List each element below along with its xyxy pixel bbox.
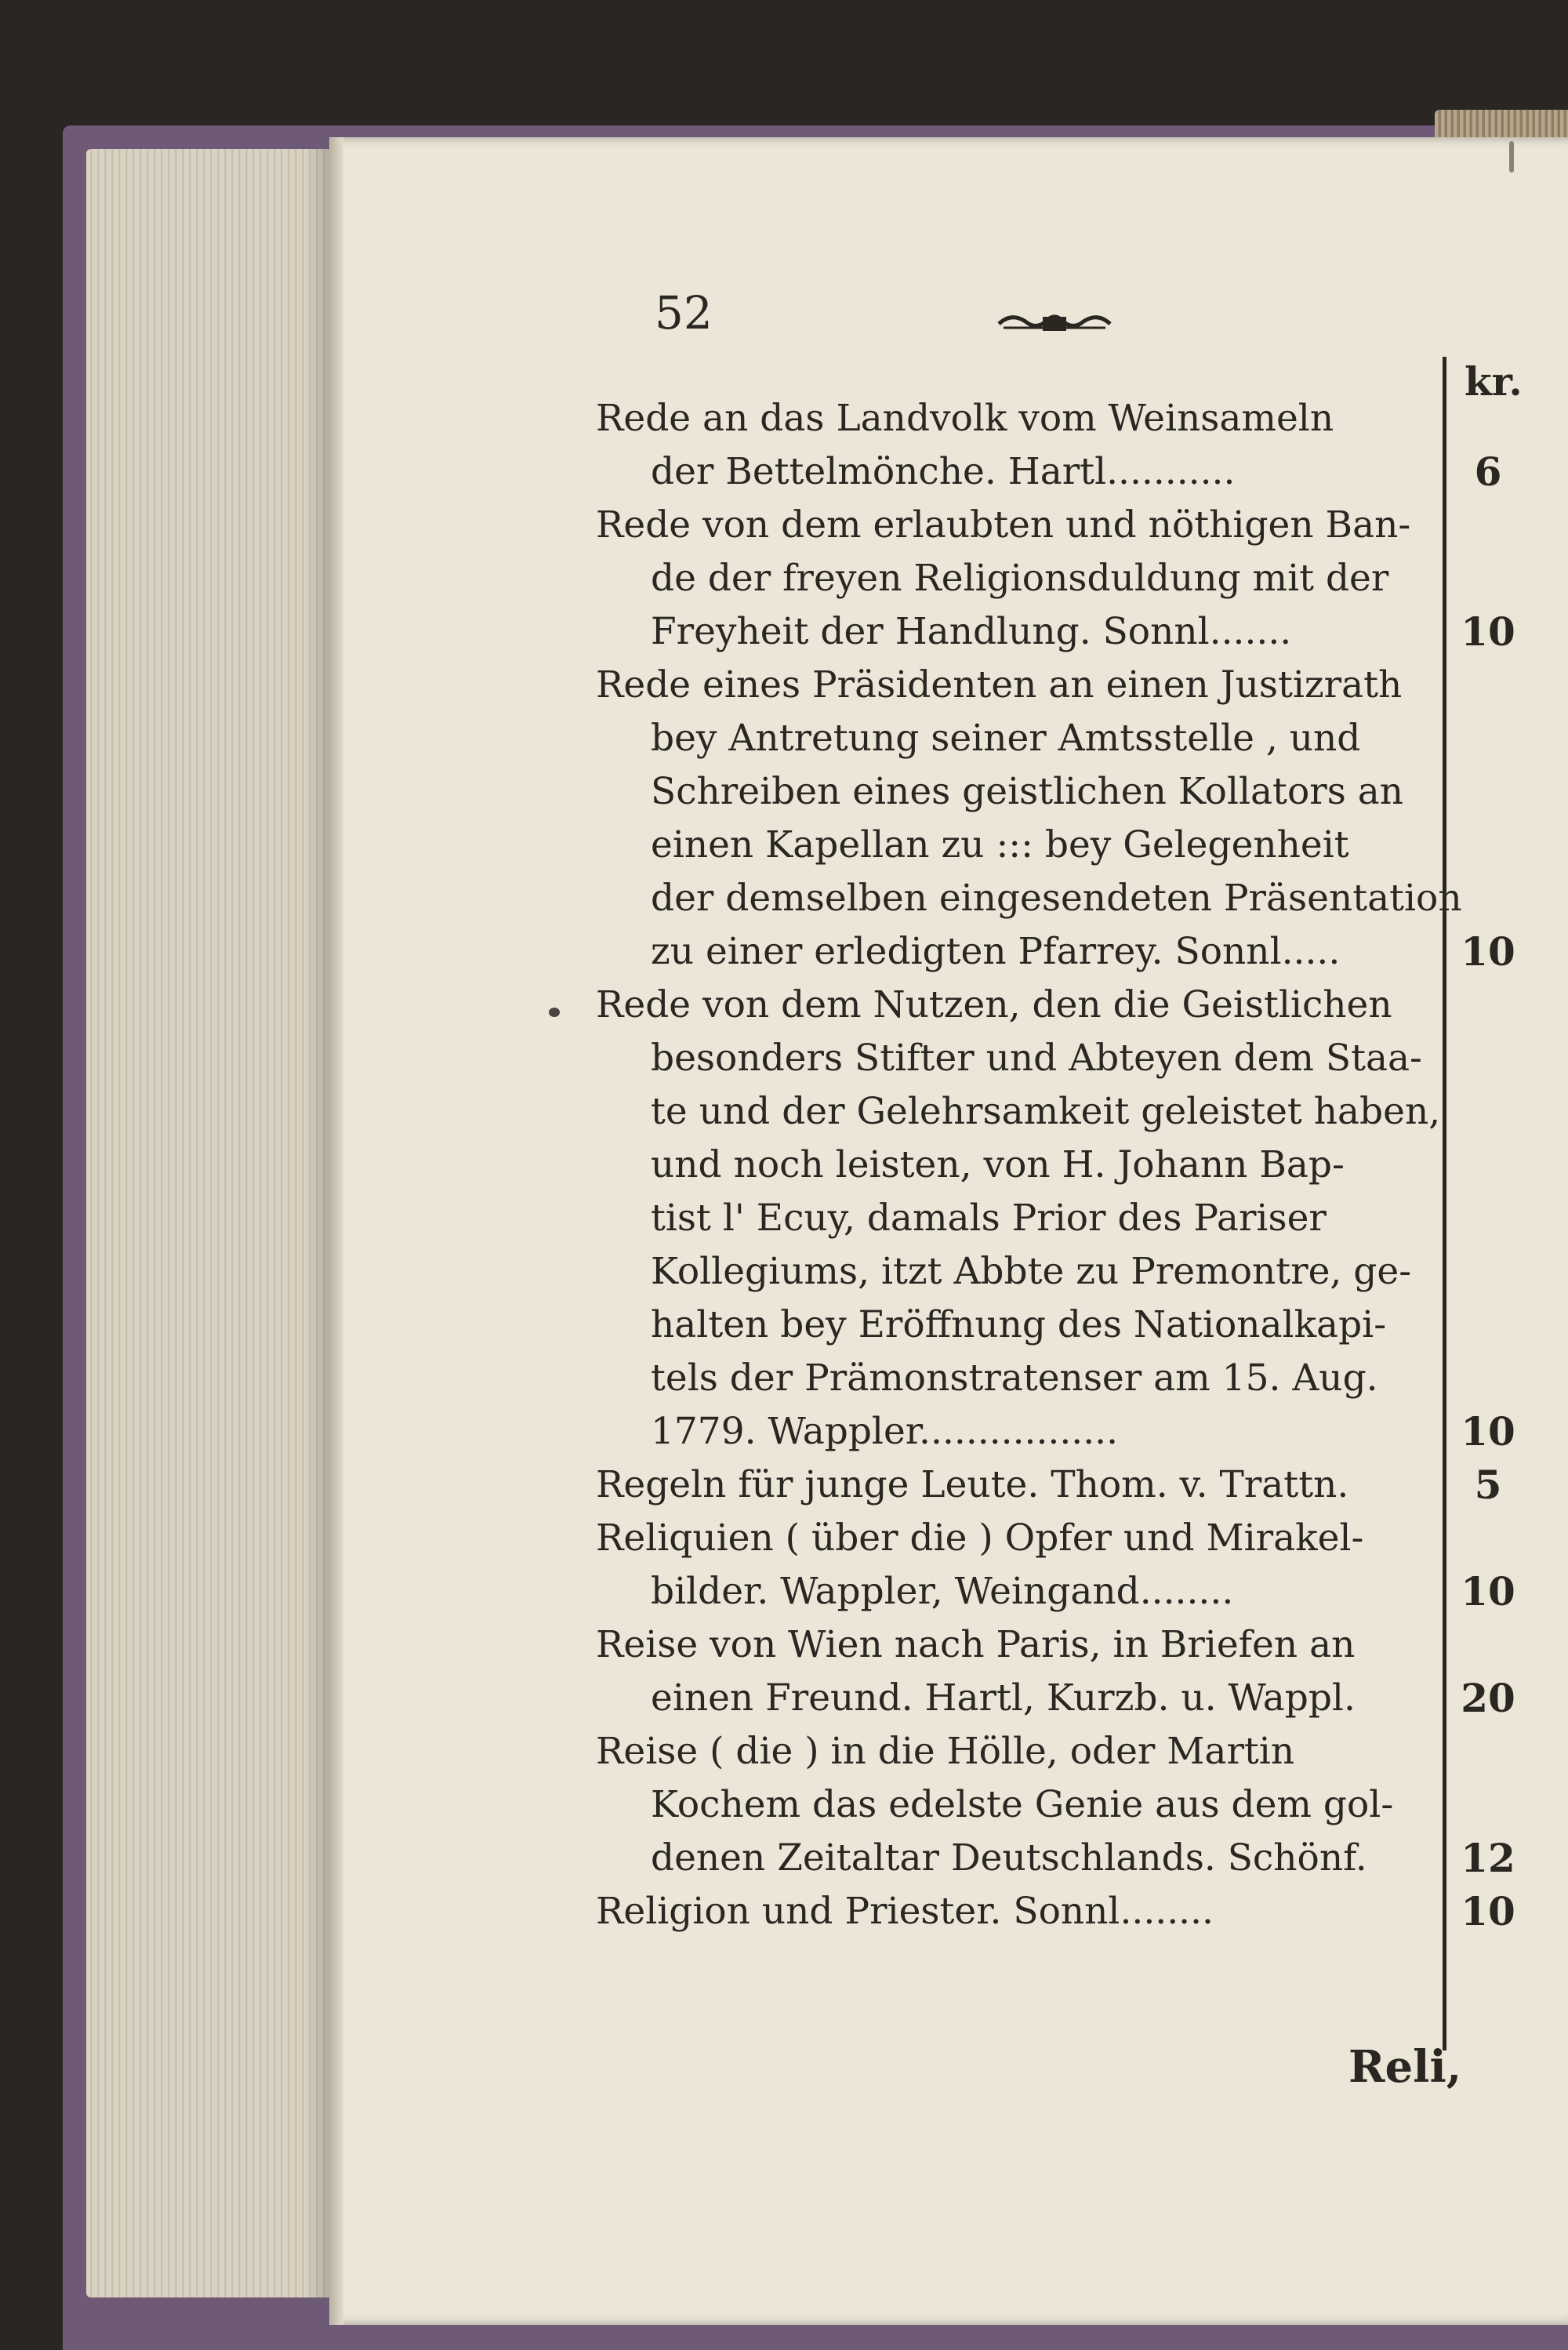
- entry-line: de der freyen Religionsduldung mit der: [651, 557, 1389, 600]
- catchword: Reli,: [1348, 2041, 1462, 2093]
- entry-line: zu einer erledigten Pfarrey. Sonnl..... 10: [596, 925, 1443, 979]
- entry-price: 10: [1461, 1888, 1515, 1934]
- catalog-entries: [596, 392, 1515, 1938]
- entry-line: Religion und Priester. Sonnl........ 10: [596, 1885, 1443, 1938]
- catalog-entry: [596, 1885, 1515, 1938]
- entry-line: halten bey Eröffnung des Nationalkapi-: [651, 1303, 1387, 1346]
- entry-line: und noch leisten, von H. Johann Bap-: [651, 1143, 1345, 1186]
- entry-price: 10: [1461, 608, 1515, 655]
- entry-line: Rede eines Präsidenten an einen Justizrath: [596, 663, 1403, 706]
- entry-line: Schreiben eines geistlichen Kollators an: [651, 770, 1404, 813]
- entry-line: denen Zeitaltar Deutschlands. Schönf. 12: [596, 1832, 1443, 1885]
- entry-line: Reliquien ( über die ) Opfer und Mirakel-: [596, 1516, 1364, 1560]
- catalog-entry: [596, 979, 1515, 1458]
- entry-line: Reise von Wien nach Paris, in Briefen an: [596, 1623, 1356, 1666]
- entry-line: 1779. Wappler................. 10: [596, 1405, 1443, 1458]
- column-header-kreuzer: kr.: [1465, 358, 1523, 405]
- entry-line: te und der Gelehrsamkeit geleistet haben,: [651, 1090, 1441, 1133]
- entry-price: 12: [1461, 1835, 1515, 1881]
- entry-line: besonders Stifter und Abteyen dem Staa-: [651, 1037, 1422, 1080]
- catalog-entry: [596, 1458, 1502, 1512]
- catalog-entry: [596, 392, 1502, 499]
- catalog-entry: [596, 1618, 1515, 1725]
- entry-line: Reise ( die ) in die Hölle, oder Martin: [596, 1730, 1295, 1773]
- entry-price: 10: [1461, 928, 1515, 975]
- entry-line: Regeln für junge Leute. Thom. v. Trattn. 5: [596, 1458, 1443, 1512]
- entry-price: 6: [1474, 449, 1502, 495]
- entry-price: 5: [1474, 1462, 1502, 1508]
- entry-line: Kochem das edelste Genie aus dem gol-: [651, 1783, 1394, 1826]
- entry-price: 10: [1461, 1408, 1515, 1455]
- ink-speck: [1509, 141, 1514, 173]
- entry-price: 10: [1461, 1568, 1515, 1614]
- entry-line: der Bettelmönche. Hartl........... 6: [596, 445, 1443, 499]
- entry-line: einen Freund. Hartl, Kurzb. u. Wappl. 20: [596, 1672, 1443, 1725]
- entry-line: einen Kapellan zu ::: bey Gelegenheit: [651, 823, 1349, 866]
- entry-line: Freyheit der Handlung. Sonnl....... 10: [596, 605, 1443, 659]
- entry-line: Rede von dem erlaubten und nöthigen Ban-: [596, 503, 1411, 547]
- catalog-entry: [596, 659, 1515, 979]
- catalog-entry: [596, 1512, 1515, 1618]
- entry-line: Rede an das Landvolk vom Weinsameln: [596, 397, 1334, 440]
- ink-speck: [549, 1008, 560, 1017]
- entry-line: bilder. Wappler, Weingand........ 10: [596, 1565, 1443, 1618]
- page-number: 52: [655, 286, 713, 340]
- catalog-entry: [596, 499, 1515, 659]
- entry-line: tist l' Ecuy, damals Prior des Pariser: [651, 1197, 1327, 1240]
- entry-line: der demselben eingesendeten Präsentation: [651, 877, 1462, 920]
- entry-line: Kollegiums, itzt Abbte zu Premontre, ge-: [651, 1250, 1412, 1293]
- price-column-rule: [1443, 357, 1446, 2050]
- page-edge: [329, 137, 343, 2325]
- catalog-entry: [596, 1725, 1515, 1885]
- entry-line: bey Antretung seiner Amtsstelle , und: [651, 717, 1361, 760]
- header-ornament: [996, 304, 1113, 343]
- entry-price: 20: [1461, 1675, 1515, 1721]
- entry-line: tels der Prämonstratenser am 15. Aug.: [651, 1357, 1378, 1400]
- entry-line: Rede von dem Nutzen, den die Geistlichen: [596, 983, 1392, 1026]
